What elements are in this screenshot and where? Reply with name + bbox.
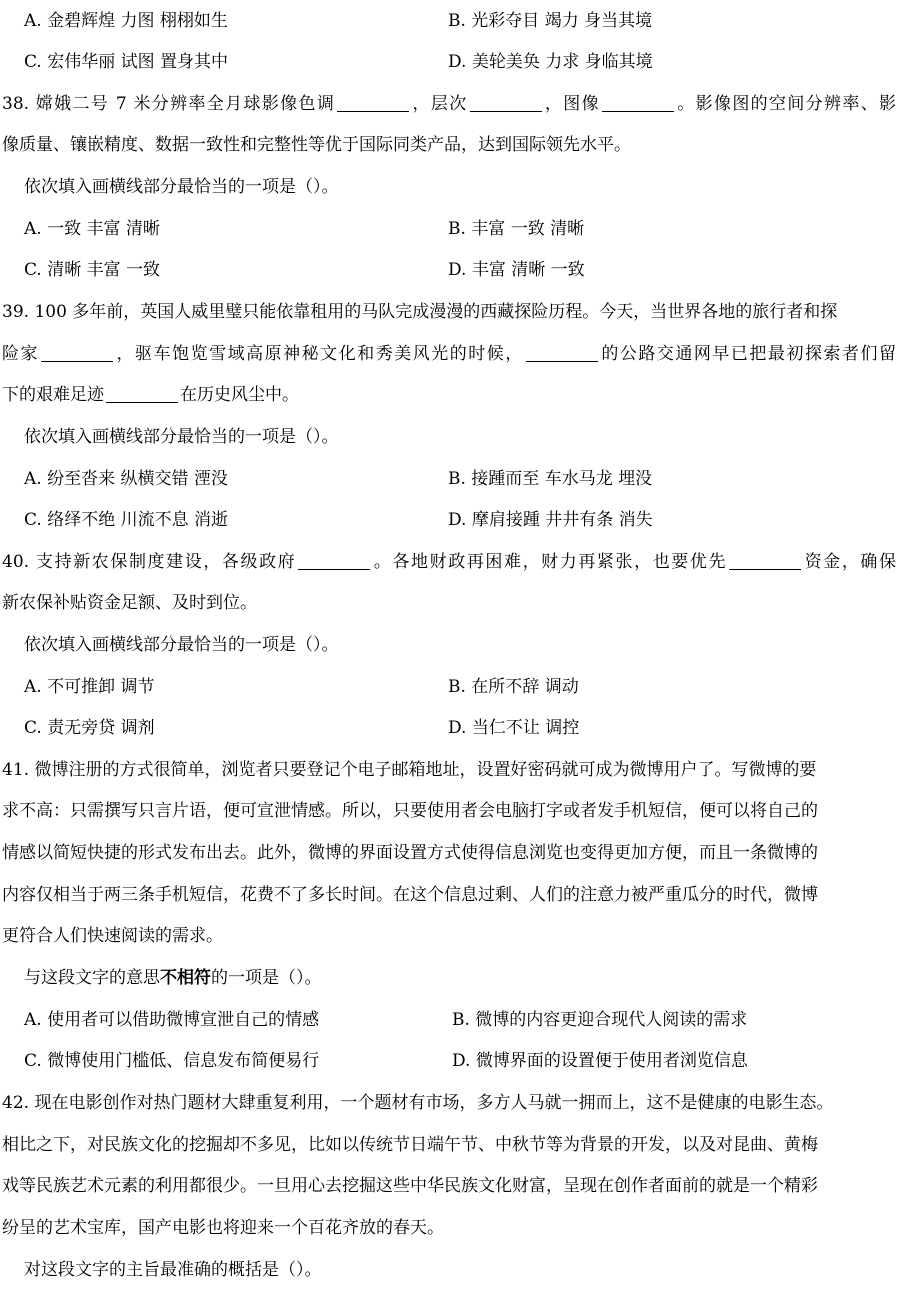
q41-stem-line-4: 内容仅相当于两三条手机短信，花费不了多长时间。在这个信息过剩、人们的注意力被严重瓜分的时代，微博 (2, 885, 818, 905)
q39-options-row-2 (0, 507, 898, 533)
q40-stem-line-1: 40. 支持新农保制度建设，各级政府 。各地财政再困难，财力再紧张，也要优先 资金，确保 (2, 552, 897, 572)
blank (602, 93, 674, 112)
blank (337, 93, 409, 112)
q39-stem-line-1: 39. 100 多年前，英国人威里璧只能依靠租用的马队完成漫漫的西藏探险历程。今天，当世界各地的旅行者和探 (2, 302, 838, 322)
blank (106, 384, 178, 403)
q38-option-c[interactable]: C. 清晰 丰富 一致 (24, 260, 161, 280)
q39-question: 依次填入画横线部分最恰当的一项是（）。 (24, 427, 339, 447)
q41-option-c[interactable]: C. 微博使用门槛低、信息发布简便易行 (24, 1051, 320, 1071)
q38-question: 依次填入画横线部分最恰当的一项是（）。 (24, 177, 339, 197)
blank (526, 343, 598, 362)
q41-option-b[interactable]: B. 微博的内容更迎合现代人阅读的需求 (452, 1010, 748, 1030)
q40-options-row-1 (0, 674, 898, 700)
q42-stem-line-3: 戏等民族艺术元素的利用都很少。一旦用心去挖掘这些中华民族文化财富，呈现在创作者面前的就是一个精彩 (2, 1176, 818, 1196)
q40-option-c[interactable]: C. 责无旁贷 调剂 (24, 718, 155, 738)
q41-options-row-2 (0, 1048, 898, 1074)
q38-option-a[interactable]: A. 一致 丰富 清晰 (24, 219, 160, 239)
q42-stem-line-1: 42. 现在电影创作对热门题材大肆重复利用，一个题材有市场，多方人马就一拥而上，这不是健康的电影生态。 (2, 1093, 834, 1113)
q38-stem-line-1: 38. 嫦娥二号 7 米分辨率全月球影像色调 ，层次 ，图像 。影像图的空间分辨率、影 (2, 94, 897, 114)
q38-option-d[interactable]: D. 丰富 清晰 一致 (448, 260, 585, 280)
q41-stem-line-5: 更符合人们快速阅读的需求。 (2, 926, 223, 946)
q37-options-row-2 (0, 49, 898, 75)
q39-stem-line-3: 下的艰难足迹 在历史风尘中。 (2, 385, 299, 405)
q41-stem-line-3: 情感以简短快捷的形式发布出去。此外，微博的界面设置方式使得信息浏览也变得更加方便，而且一条微博的 (2, 843, 818, 863)
q40-option-a[interactable]: A. 不可推卸 调节 (24, 677, 155, 697)
q38-option-b[interactable]: B. 丰富 一致 清晰 (448, 219, 585, 239)
q40-options-row-2 (0, 715, 898, 741)
q42-stem-line-2: 相比之下，对民族文化的挖掘却不多见，比如以传统节日端午节、中秋节等为背景的开发，以及对昆曲、黄梅 (2, 1135, 818, 1155)
q38-stem-line-2: 像质量、镶嵌精度、数据一致性和完整性等优于国际同类产品，达到国际领先水平。 (2, 135, 631, 155)
q41-stem-line-1: 41. 微博注册的方式很简单，浏览者只要登记个电子邮箱地址，设置好密码就可成为微博用户了。写微博的要 (2, 760, 817, 780)
q39-option-b[interactable]: B. 接踵而至 车水马龙 埋没 (448, 469, 653, 489)
q37-option-d[interactable]: D. 美轮美奂 力求 身临其境 (448, 52, 653, 72)
q42-question: 对这段文字的主旨最准确的概括是（）。 (24, 1260, 322, 1280)
q39-options-row-1 (0, 466, 898, 492)
q37-option-c[interactable]: C. 宏伟华丽 试图 置身其中 (24, 52, 229, 72)
q39-option-d[interactable]: D. 摩肩接踵 井井有条 消失 (448, 510, 653, 530)
q41-stem-line-2: 求不高：只需撰写只言片语，便可宣泄情感。所以，只要使用者会电脑打字或者发手机短信，便可以将自己的 (2, 801, 818, 821)
q40-question: 依次填入画横线部分最恰当的一项是（）。 (24, 635, 339, 655)
q40-option-d[interactable]: D. 当仁不让 调控 (448, 718, 580, 738)
q39-option-a[interactable]: A. 纷至沓来 纵横交错 湮没 (24, 469, 228, 489)
q41-option-a[interactable]: A. 使用者可以借助微博宣泄自己的情感 (24, 1010, 320, 1030)
q38-options-row-2 (0, 257, 898, 283)
q40-option-b[interactable]: B. 在所不辞 调动 (448, 677, 579, 697)
q37-option-b[interactable]: B. 光彩夺目 竭力 身当其境 (448, 11, 653, 31)
q41-question: 与这段文字的意思不相符的一项是（）。 (24, 968, 322, 988)
q42-stem-line-4: 纷呈的艺术宝库，国产电影也将迎来一个百花齐放的春天。 (2, 1218, 444, 1238)
blank (298, 551, 370, 570)
blank (41, 343, 113, 362)
q38-options-row-1 (0, 216, 898, 242)
q39-option-c[interactable]: C. 络绎不绝 川流不息 消逝 (24, 510, 229, 530)
blank (729, 551, 801, 570)
emphasis-not-match: 不相符 (160, 968, 211, 988)
q41-option-d[interactable]: D. 微博界面的设置便于使用者浏览信息 (452, 1051, 748, 1071)
blank (470, 93, 542, 112)
q40-stem-line-2: 新农保补贴资金足额、及时到位。 (2, 593, 257, 613)
q37-option-a[interactable]: A. 金碧辉煌 力图 栩栩如生 (24, 11, 228, 31)
q37-options-row-1 (0, 8, 898, 34)
q39-stem-line-2: 险家 ，驱车饱览雪域高原神秘文化和秀美风光的时候， 的公路交通网早已把最初探索者们留 (2, 344, 897, 364)
q41-options-row-1 (0, 1007, 898, 1033)
